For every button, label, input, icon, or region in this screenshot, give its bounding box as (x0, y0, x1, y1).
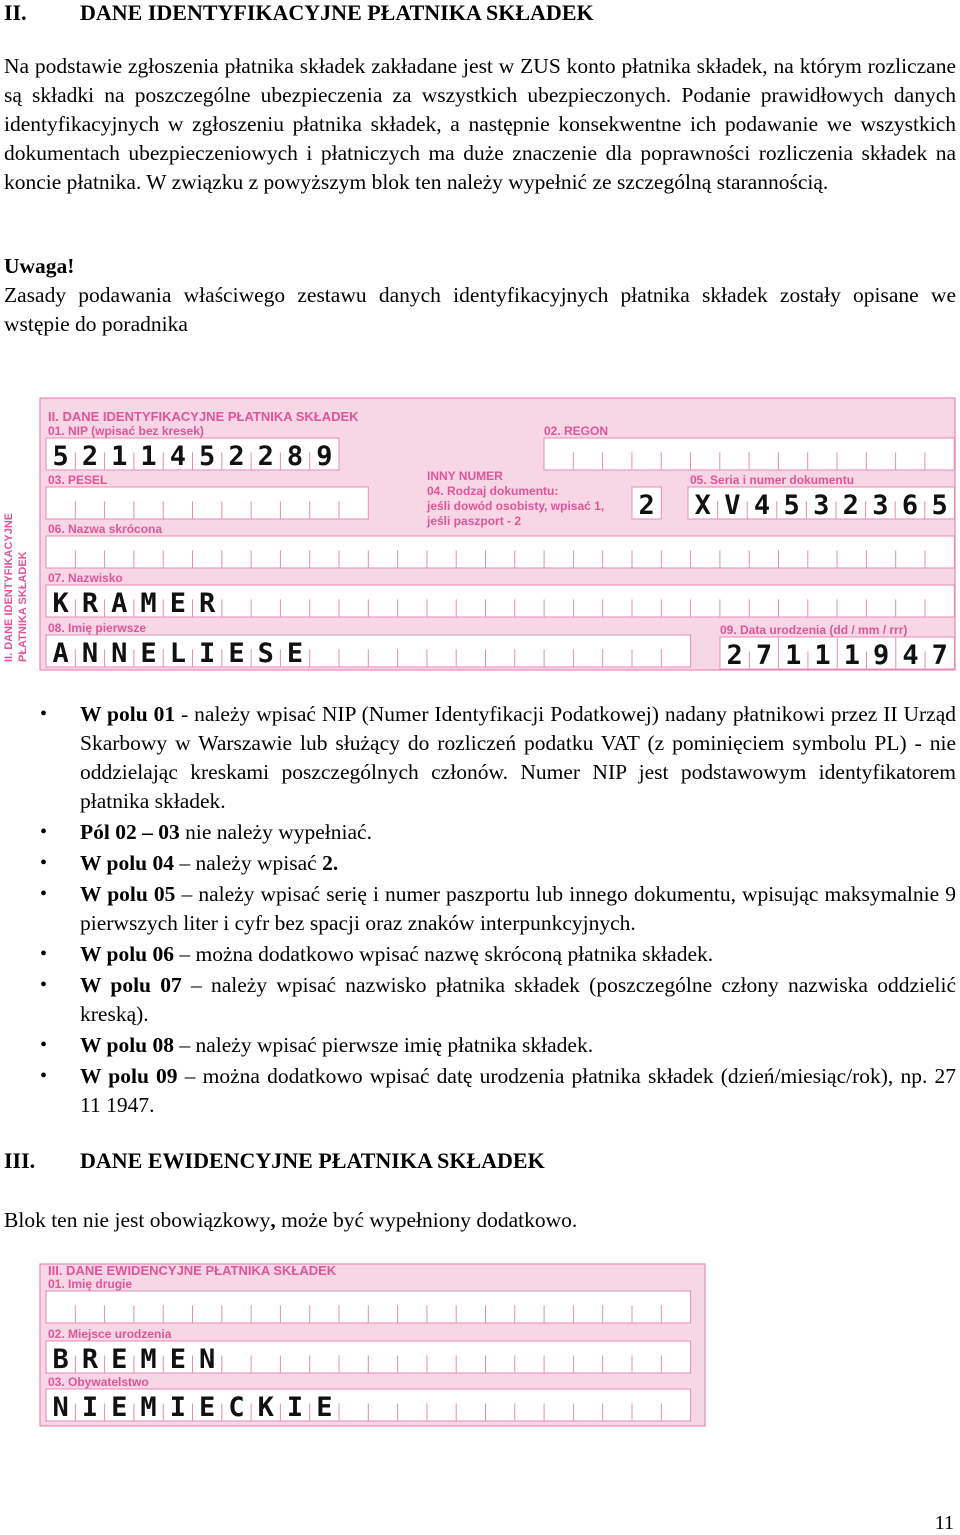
instruction-field-name: W polu 07 (80, 973, 182, 997)
side-label-line-1: II. DANE IDENTYFIKACYJNE (3, 512, 15, 662)
f3-03-label: 03. Obywatelstwo (48, 1375, 149, 1389)
form-section-2 (0, 394, 960, 674)
instruction-text: – można dodatkowo wpisać nazwę skróconą płatnika składek. (174, 942, 714, 966)
field-character: E (111, 1344, 128, 1375)
field-character: 2 (228, 441, 245, 472)
field-character: 2 (842, 490, 859, 521)
f03-label: 03. PESEL (48, 473, 108, 487)
field-background (46, 536, 954, 568)
instruction-field-name: W polu 08 (80, 1033, 174, 1057)
side-label-line-2: PŁATNIKA SKŁADEK (17, 551, 29, 662)
instruction-text: – należy wpisać nazwisko płatnika składek (poszczególne człony nazwiska oddzielić kreską). (80, 973, 956, 1026)
instruction-field-name: W polu 01 (80, 702, 176, 726)
field-character: I (81, 1392, 99, 1423)
section-3-number: III. (4, 1148, 36, 1173)
field-background (46, 487, 368, 519)
f07-surname-field[interactable] (46, 585, 954, 619)
field-character: R (199, 588, 216, 619)
section-2-number: II. (4, 0, 27, 25)
field-character: 8 (286, 441, 304, 472)
field-character: 7 (931, 640, 948, 671)
field-character: 2 (257, 441, 274, 472)
field-character: 7 (755, 640, 773, 671)
f04-label-2: jeśli dowód osobisty, wpisać 1, (427, 499, 605, 513)
field-character: 9 (873, 640, 890, 671)
f09-label: 09. Data urodzenia (dd / mm / rrr) (720, 623, 908, 637)
section-3-heading (4, 1148, 545, 1174)
field-character: E (199, 1392, 216, 1423)
f3-03-citizenship-field[interactable] (46, 1389, 691, 1423)
note-title: Uwaga! (4, 254, 75, 278)
page-number: 11 (934, 1512, 954, 1534)
field-character: 2 (638, 490, 655, 521)
instruction-item (0, 700, 956, 816)
form-3-header: III. DANE EWIDENCYJNE PŁATNIKA SKŁADEK (48, 1263, 337, 1278)
instruction-item (0, 940, 956, 969)
field-character: 2 (726, 640, 743, 671)
field-character: 6 (901, 490, 919, 521)
field-character: X (694, 490, 711, 521)
field-character: E (111, 1392, 128, 1423)
f3-02-birthplace-field[interactable] (46, 1341, 691, 1375)
field-character: 5 (783, 490, 800, 521)
f3-01-second-name-field[interactable] (46, 1291, 691, 1323)
section-3-intro (4, 1206, 956, 1235)
field-character: L (169, 638, 186, 669)
other-number-label: INNY NUMER (427, 469, 503, 483)
f3-01-label: 01. Imię drugie (48, 1277, 133, 1291)
instruction-item (0, 849, 956, 878)
section-3-intro-part-1: Blok ten nie jest obowiązkowy (4, 1208, 271, 1232)
f08-label: 08. Imię pierwsze (48, 621, 147, 635)
field-character: I (199, 638, 216, 669)
note-text: Zasady podawania właściwego zestawu danych identyfikacyjnych płatnika składek zostały opisane we wstępie do poradnika (4, 283, 956, 336)
section-3-intro-part-2: może być wypełniony dodatkowo. (275, 1208, 578, 1232)
instruction-item (0, 1031, 956, 1060)
form-section-3-graphic (0, 1262, 720, 1428)
field-character: 9 (316, 441, 333, 472)
f07-label: 07. Nazwisko (48, 571, 123, 585)
field-instructions-list (0, 700, 956, 1122)
field-character: E (140, 638, 157, 669)
field-character: E (286, 638, 304, 669)
field-character: S (257, 638, 274, 669)
section-2-heading (4, 0, 594, 26)
field-character: 1 (785, 640, 802, 671)
instruction-text: - należy wpisać NIP (Numer Identyfikacji Podatkowej) nadany płatnikowi przez II Urząd Skarbowy w Warszawie lub służący do rozliczeń podatku VAT (z pominięciem symbolu PL) - nie oddzielając kreskami poszczególnych członów. Numer NIP jest podstawowym identyfikatorem płatnika składek. (80, 702, 956, 813)
field-character: R (81, 1344, 99, 1375)
f04-document-type-field[interactable] (632, 487, 661, 521)
section-2-title: DANE IDENTYFIKACYJNE PŁATNIKA SKŁADEK (80, 0, 594, 25)
instruction-value: 2. (322, 851, 339, 875)
instruction-item (0, 880, 956, 938)
f3-02-label: 02. Miejsce urodzenia (48, 1327, 172, 1341)
instruction-text: nie należy wypełniać. (179, 820, 372, 844)
field-character: K (257, 1392, 274, 1423)
form-section-2-graphic (0, 394, 960, 674)
field-character: V (724, 490, 741, 521)
instruction-item (0, 1062, 956, 1120)
instruction-text: – można dodatkowo wpisać datę urodzenia płatnika składek (dzień/miesiąc/rok), np. 27 11 1947. (80, 1064, 956, 1117)
form-2-header: II. DANE IDENTYFIKACYJNE PŁATNIKA SKŁADEK (48, 409, 359, 424)
field-character: 4 (169, 441, 186, 472)
field-character: 1 (814, 640, 831, 671)
instruction-field-name: Pól 02 – 03 (80, 820, 180, 844)
f01-nip-field[interactable] (46, 438, 339, 472)
f06-short-name-field[interactable] (46, 536, 954, 568)
field-character: 1 (140, 441, 157, 472)
field-character: M (140, 588, 157, 619)
f06-label: 06. Nazwa skrócona (48, 522, 163, 536)
instruction-text: – należy wpisać serię i numer paszportu lub innego dokumentu, wpisując maksymalnie 9 pierwszych liter i cyfr bez spacji oraz znaków interpunkcyjnych. (80, 882, 957, 935)
field-character: M (140, 1392, 157, 1423)
section-2-intro: Na podstawie zgłoszenia płatnika składek zakładane jest w ZUS konto płatnika składek, na którym rozliczane są składki na poszczególne ubezpieczenia za wszystkich ubezpieczonych. Podanie prawidłowych danych identyfikacyjnych w zgłoszeniu płatnika składek, a następnie konsekwentne ich podawanie we wszystkich dokumentach ubezpieczeniowych i płatniczych ma duże znaczenie dla poprawności rozliczenia składek na koncie płatnika. W związku z powyższym blok ten należy wypełnić ze szczególną starannością. (4, 54, 956, 194)
field-character: E (228, 638, 245, 669)
field-character: N (111, 638, 128, 669)
field-character: 4 (753, 490, 771, 521)
f05-document-number-field[interactable] (688, 487, 954, 521)
instruction-field-name: W polu 05 (80, 882, 176, 906)
f04-label-1: 04. Rodzaj dokumentu: (427, 484, 559, 498)
field-character: E (316, 1392, 333, 1423)
field-character: E (169, 588, 186, 619)
field-character: M (140, 1344, 157, 1375)
instruction-field-name: W polu 09 (80, 1064, 178, 1088)
field-character: N (52, 1392, 69, 1423)
instruction-field-name: W polu 06 (80, 942, 174, 966)
field-character: 5 (931, 490, 948, 521)
instruction-text: – należy wpisać (174, 851, 323, 875)
field-character: R (81, 588, 99, 619)
field-character: 2 (81, 441, 99, 472)
field-character: C (228, 1392, 245, 1423)
form-section-3 (0, 1262, 720, 1428)
f08-first-name-field[interactable] (46, 635, 691, 669)
field-character: 1 (843, 640, 860, 671)
field-character: 1 (111, 441, 128, 472)
field-character: I (286, 1392, 304, 1423)
f04-label-3: jeśli paszport - 2 (427, 514, 522, 528)
instruction-field-name: W polu 04 (80, 851, 174, 875)
f02-regon-field[interactable] (544, 438, 954, 470)
f05-label: 05. Seria i numer dokumentu (690, 473, 855, 487)
instruction-item (0, 818, 956, 847)
f03-pesel-field[interactable] (46, 487, 368, 519)
field-character: 3 (872, 490, 889, 521)
field-character: A (111, 588, 128, 619)
instruction-item (0, 971, 956, 1029)
field-character: 5 (52, 441, 69, 472)
field-character: B (52, 1344, 69, 1375)
field-character: 4 (902, 640, 919, 671)
f02-label: 02. REGON (544, 424, 609, 438)
f01-label: 01. NIP (wpisać bez kresek) (48, 424, 204, 438)
section-3-title: DANE EWIDENCYJNE PŁATNIKA SKŁADEK (80, 1148, 545, 1173)
section-3-intro-separator: , (270, 1208, 276, 1232)
field-character: N (81, 638, 99, 669)
field-character: K (52, 588, 69, 619)
field-character: 5 (199, 441, 216, 472)
field-character: I (169, 1392, 186, 1423)
field-character: N (199, 1344, 216, 1375)
field-character: E (169, 1344, 186, 1375)
instruction-text: – należy wpisać pierwsze imię płatnika składek. (174, 1033, 594, 1057)
f09-birth-date-field[interactable] (720, 637, 954, 671)
field-character: 3 (813, 490, 830, 521)
field-character: A (52, 638, 69, 669)
